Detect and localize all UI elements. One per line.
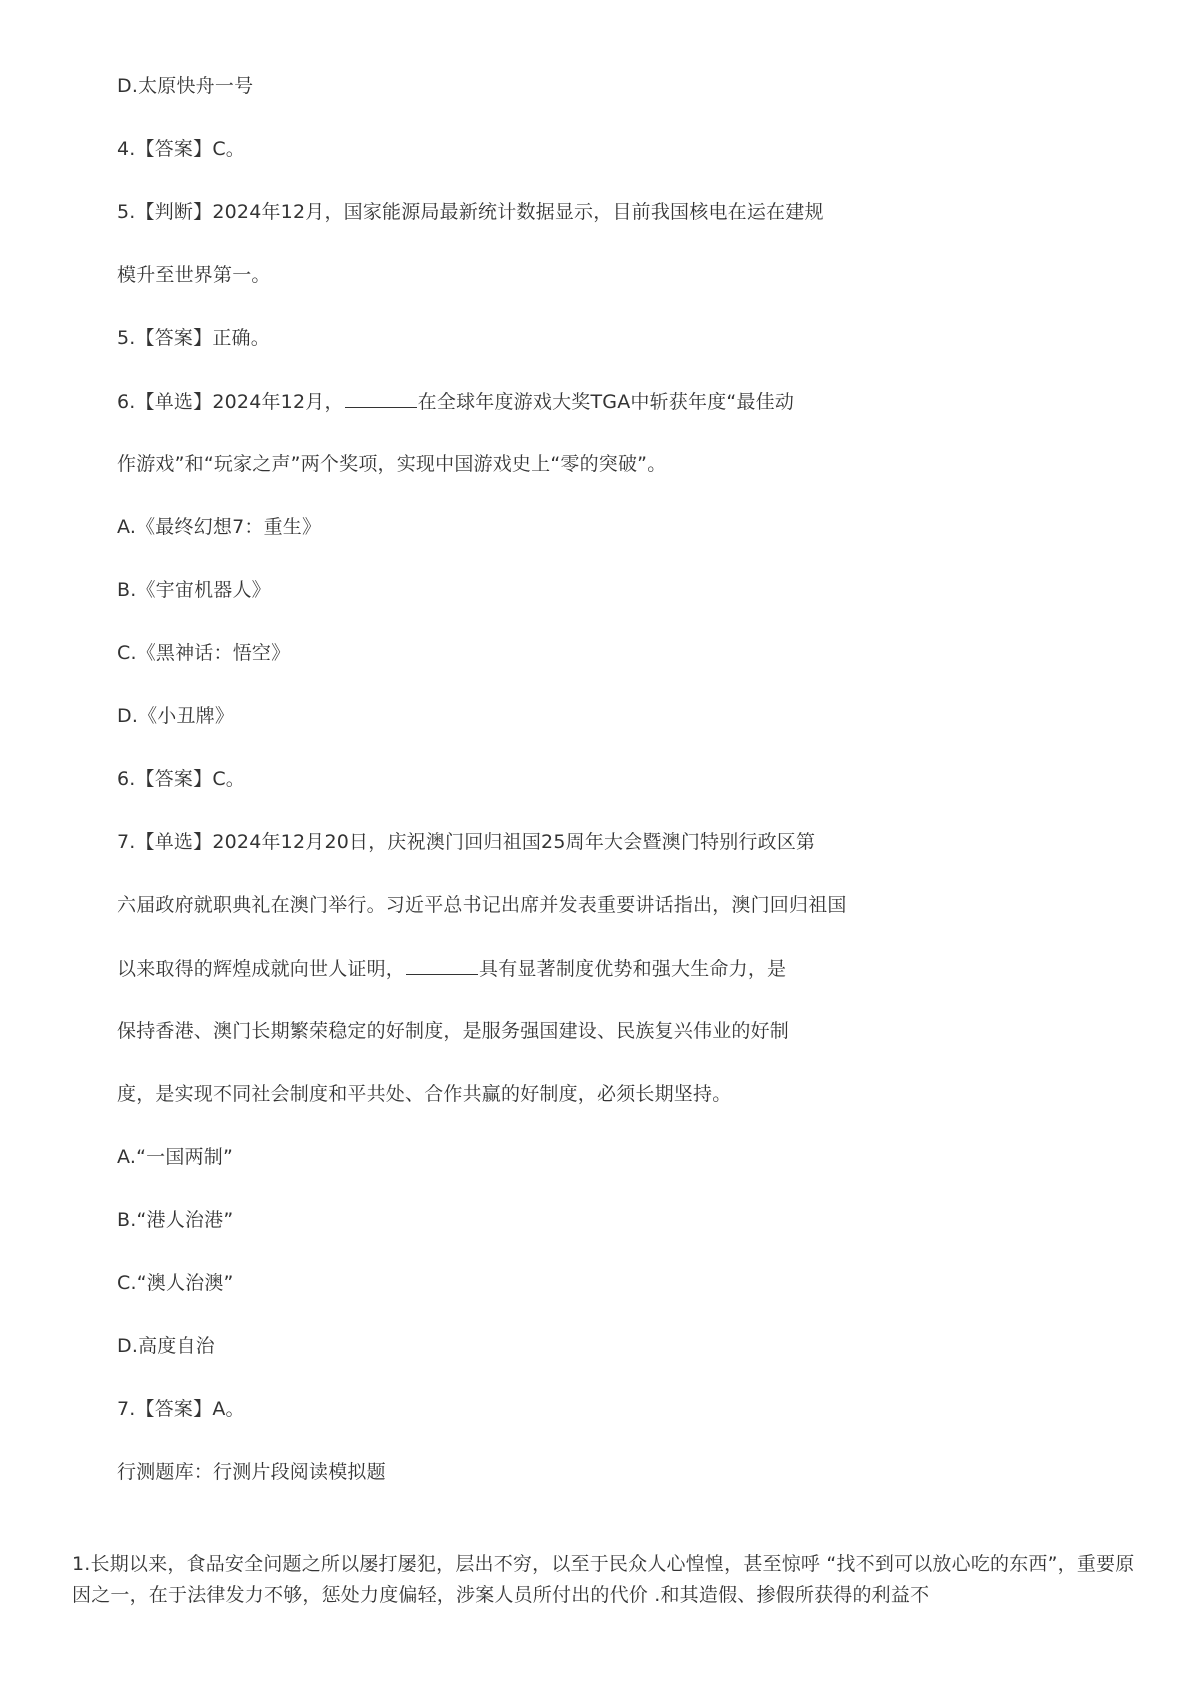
fill-blank xyxy=(406,956,478,975)
question-6-prefix: 6.【单选】2024年12月， xyxy=(117,391,344,413)
option-b-q7: B.“港人治港” xyxy=(117,1209,234,1231)
question-7-line-5: 度，是实现不同社会制度和平共处、合作共赢的好制度，必须长期坚持。 xyxy=(117,1083,732,1105)
question-7-line-4: 保持香港、澳门长期繁荣稳定的好制度，是服务强国建设、民族复兴伟业的好制 xyxy=(117,1020,790,1042)
option-b-q6: B.《宇宙机器人》 xyxy=(117,579,271,601)
question-7-line-3 xyxy=(117,956,786,981)
question-5-line-2: 模升至世界第一。 xyxy=(117,264,271,286)
question-6-suffix: 在全球年度游戏大奖TGA中斩获年度“最佳动 xyxy=(417,391,795,413)
question-7-line-2: 六届政府就职典礼在澳门举行。习近平总书记出席并发表重要讲话指出，澳门回归祖国 xyxy=(117,894,847,916)
question-7-prefix: 以来取得的辉煌成就向世人证明， xyxy=(117,958,406,980)
section-heading: 行测题库：行测片段阅读模拟题 xyxy=(117,1461,386,1483)
option-c-q6: C.《黑神话：悟空》 xyxy=(117,642,291,664)
answer-q5: 5.【答案】正确。 xyxy=(117,327,270,349)
option-d-q3: D.太原快舟一号 xyxy=(117,75,254,97)
question-6-line-2: 作游戏”和“玩家之声”两个奖项，实现中国游戏史上“零的突破”。 xyxy=(117,453,667,475)
option-d-q7: D.高度自治 xyxy=(117,1335,215,1357)
answer-q6: 6.【答案】C。 xyxy=(117,768,245,790)
answer-q7: 7.【答案】A。 xyxy=(117,1398,245,1420)
answer-q4: 4.【答案】C。 xyxy=(117,138,245,160)
option-a-q7: A.“一国两制” xyxy=(117,1146,233,1168)
fill-blank xyxy=(345,389,417,408)
question-7-suffix: 具有显著制度优势和强大生命力，是 xyxy=(479,958,787,980)
option-d-q6: D.《小丑牌》 xyxy=(117,705,235,727)
question-7-line-1: 7.【单选】2024年12月20日，庆祝澳门回归祖国25周年大会暨澳门特别行政区第 xyxy=(117,831,816,853)
reading-passage: 1.长期以来，食品安全问题之所以屡打屡犯，层出不穷，以至于民众人心惶惶，甚至惊呼 “找不到可以放心吃的东西”，重要原因之一，在于法律发力不够，惩处力度偏轻，涉案人员所付出的代价 .和其造假、掺假所获得的利益不 xyxy=(72,1553,1135,1606)
question-5-line-1: 5.【判断】2024年12月，国家能源局最新统计数据显示，目前我国核电在运在建规 xyxy=(117,201,824,223)
option-c-q7: C.“澳人治澳” xyxy=(117,1272,234,1294)
option-a-q6: A.《最终幻想7：重生》 xyxy=(117,516,322,538)
question-6-line-1 xyxy=(117,389,794,414)
